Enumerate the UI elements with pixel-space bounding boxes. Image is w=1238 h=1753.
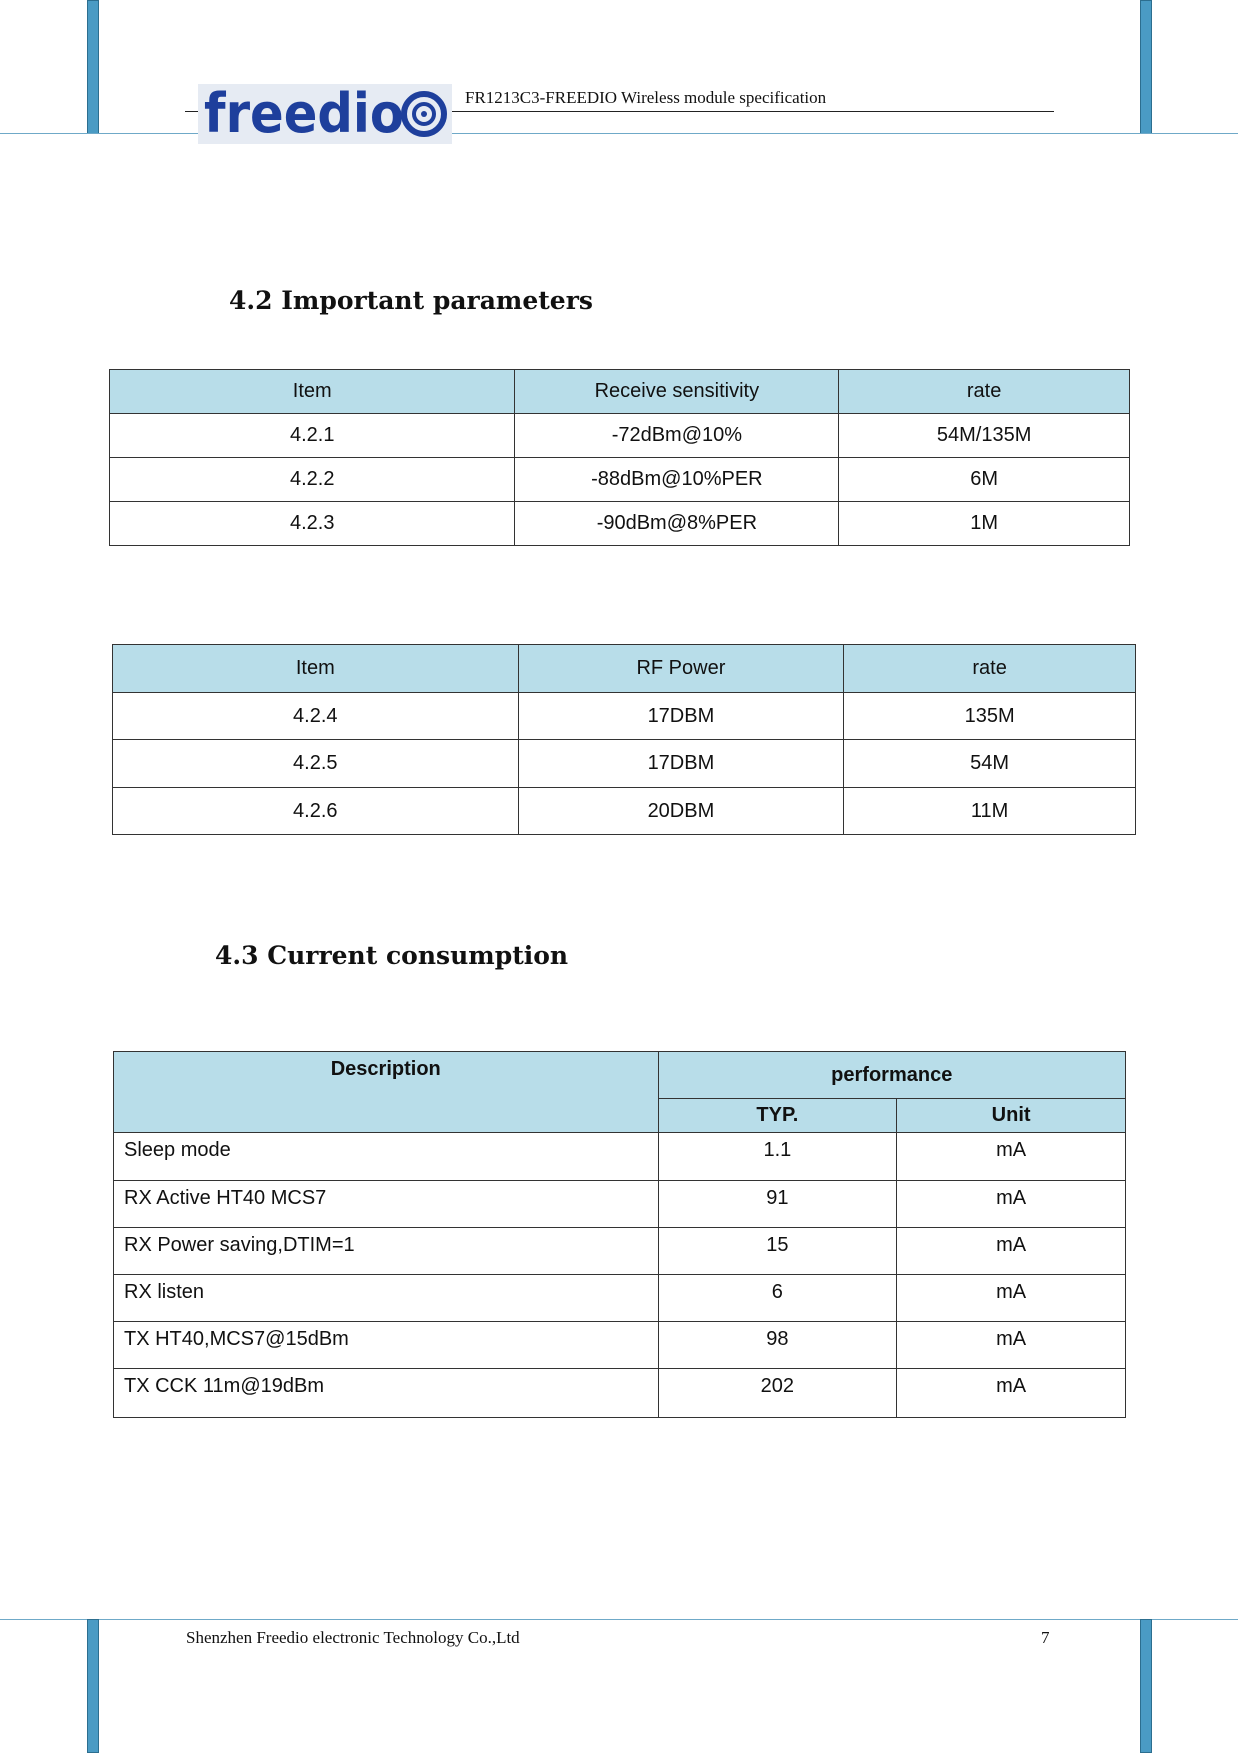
section-4-3-title: 4.3 Current consumption: [215, 941, 569, 970]
top-divider: [0, 133, 1238, 134]
cell-description: RX Active HT40 MCS7: [114, 1181, 659, 1228]
table-row: [110, 458, 1130, 502]
cell-description: Sleep mode: [114, 1133, 659, 1181]
cell-item: 4.2.5: [113, 740, 519, 788]
cell-unit: mA: [897, 1228, 1126, 1275]
table-row: [113, 693, 1136, 740]
sensitivity-table: [109, 369, 1130, 546]
col-header-description: Description: [114, 1052, 659, 1133]
table-row: [114, 1133, 1126, 1181]
table-row: [110, 502, 1130, 546]
cell-item: 4.2.6: [113, 788, 519, 835]
bottom-left-bar: [87, 1619, 99, 1753]
table-row: [114, 1181, 1126, 1228]
cell-typ: 91: [658, 1181, 897, 1228]
page-number: 7: [1041, 1628, 1050, 1647]
col-header-item: Item: [113, 645, 519, 693]
cell-rate: 135M: [844, 693, 1136, 740]
col-header-typ: TYP.: [658, 1099, 897, 1133]
cell-item: 4.2.2: [110, 458, 515, 502]
col-header-rf-power: RF Power: [518, 645, 844, 693]
table-row: [113, 740, 1136, 788]
cell-sensitivity: -90dBm@8%PER: [515, 502, 839, 546]
cell-unit: mA: [897, 1322, 1126, 1369]
cell-typ: 202: [658, 1369, 897, 1418]
col-header-rate: rate: [844, 645, 1136, 693]
cell-rf-power: 17DBM: [518, 740, 844, 788]
footer-company: Shenzhen Freedio electronic Technology Co.,Ltd: [186, 1628, 520, 1647]
table-row: [113, 788, 1136, 835]
cell-typ: 15: [658, 1228, 897, 1275]
cell-unit: mA: [897, 1369, 1126, 1418]
cell-description: TX CCK 11m@19dBm: [114, 1369, 659, 1418]
cell-item: 4.2.1: [110, 414, 515, 458]
header-rule-left: [185, 111, 199, 112]
rf-power-table: [112, 644, 1136, 835]
cell-description: TX HT40,MCS7@15dBm: [114, 1322, 659, 1369]
cell-rate: 1M: [839, 502, 1130, 546]
bottom-right-bar: [1140, 1619, 1152, 1753]
cell-description: RX Power saving,DTIM=1: [114, 1228, 659, 1275]
cell-rate: 54M: [844, 740, 1136, 788]
top-right-bar: [1140, 0, 1152, 134]
cell-rate: 6M: [839, 458, 1130, 502]
table-row: [114, 1322, 1126, 1369]
cell-rate: 54M/135M: [839, 414, 1130, 458]
cell-unit: mA: [897, 1275, 1126, 1322]
cell-rf-power: 20DBM: [518, 788, 844, 835]
top-left-bar: [87, 0, 99, 134]
cell-unit: mA: [897, 1181, 1126, 1228]
bottom-divider: [0, 1619, 1238, 1620]
freedio-logo: [198, 84, 452, 144]
logo-text: freedio: [204, 84, 404, 144]
cell-sensitivity: -88dBm@10%PER: [515, 458, 839, 502]
table-row: [114, 1369, 1126, 1418]
cell-typ: 6: [658, 1275, 897, 1322]
header-rule-right: [452, 111, 1054, 112]
table-row: [114, 1275, 1126, 1322]
document-title: FR1213C3-FREEDIO Wireless module specification: [465, 88, 827, 107]
cell-typ: 98: [658, 1322, 897, 1369]
cell-unit: mA: [897, 1133, 1126, 1181]
col-header-receive-sensitivity: Receive sensitivity: [515, 370, 839, 414]
table-row: [110, 414, 1130, 458]
current-consumption-table: [113, 1051, 1126, 1418]
cell-item: 4.2.4: [113, 693, 519, 740]
col-header-performance: performance: [658, 1052, 1126, 1099]
col-header-item: Item: [110, 370, 515, 414]
cell-sensitivity: -72dBm@10%: [515, 414, 839, 458]
table-row: [114, 1228, 1126, 1275]
cell-rate: 11M: [844, 788, 1136, 835]
cell-item: 4.2.3: [110, 502, 515, 546]
cell-rf-power: 17DBM: [518, 693, 844, 740]
col-header-rate: rate: [839, 370, 1130, 414]
col-header-unit: Unit: [897, 1099, 1126, 1133]
cell-typ: 1.1: [658, 1133, 897, 1181]
cell-description: RX listen: [114, 1275, 659, 1322]
section-4-2-title: 4.2 Important parameters: [229, 286, 593, 315]
